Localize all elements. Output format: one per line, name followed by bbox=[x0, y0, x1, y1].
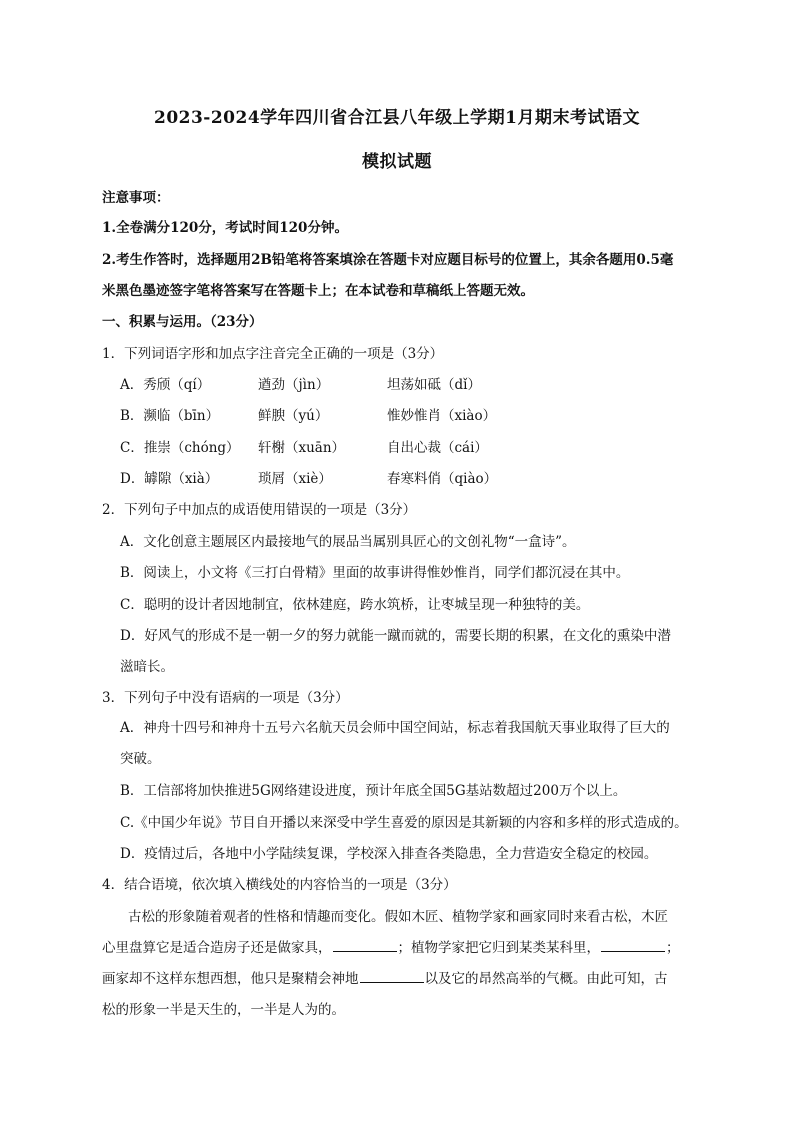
q4-passage-line2 bbox=[102, 936, 680, 956]
q2-option-d-line2: 滋暗长。 bbox=[120, 659, 174, 675]
fill-blank-3[interactable] bbox=[360, 970, 424, 983]
section-heading: 一、积累与运用。（23分） bbox=[102, 314, 263, 330]
question-4-stem: 4．结合语境，依次填入横线处的内容恰当的一项是（3分） bbox=[102, 877, 457, 893]
q1-option-a-3: 坦荡如砥（dǐ） bbox=[387, 377, 481, 393]
q1-option-b-2: 鲜腴（yú） bbox=[258, 408, 329, 424]
notice-item-2-line2: 米黑色墨迹签字笔将答案写在答题卡上；在本试卷和草稿纸上答题无效。 bbox=[102, 283, 534, 299]
question-2-stem: 2．下列句子中加点的成语使用错误的一项是（3分） bbox=[102, 502, 417, 518]
notice-heading: 注意事项： bbox=[102, 190, 170, 206]
q1-option-c-1: C．推崇（chóng） bbox=[120, 440, 240, 456]
q3-option-d: D．疫情过后，各地中小学陆续复课，学校深入排查各类隐患，全力营造安全稳定的校园。 bbox=[120, 846, 658, 862]
q4-passage-line4: 松的形象一半是天生的，一半是人为的。 bbox=[102, 1002, 345, 1018]
q1-option-d-2: 琐屑（xiè） bbox=[258, 471, 332, 487]
q4-passage-line3-part2: 以及它的昂然高举的气概。由此可知，古 bbox=[424, 971, 668, 987]
q2-option-b: B．阅读上，小文将《三打白骨精》里面的故事讲得惟妙惟肖，同学们都沉浸在其中。 bbox=[120, 565, 630, 581]
page-subtitle: 模拟试题 bbox=[362, 152, 432, 172]
q2-option-a: A．文化创意主题展区内最接地气的展品当属别具匠心的文创礼物“一盒诗”。 bbox=[120, 534, 576, 550]
q3-option-a-line2: 突破。 bbox=[120, 751, 161, 767]
q4-passage-line3 bbox=[102, 967, 668, 987]
q1-option-a-1: A．秀颀（qí） bbox=[120, 377, 211, 393]
q3-option-c: C.《中国少年说》节目自开播以来深受中学生喜爱的原因是其新颖的内容和多样的形式造成的。 bbox=[120, 815, 688, 831]
q1-option-c-3: 自出心裁（cái） bbox=[387, 440, 488, 456]
q4-passage-line2-part1: 心里盘算它是适合造房子还是做家具， bbox=[102, 940, 332, 956]
q1-option-b-3: 惟妙惟肖（xiào） bbox=[387, 408, 497, 424]
q1-option-d-1: D．罅隙（xià） bbox=[120, 471, 219, 487]
notice-item-2-line1: 2.考生作答时，选择题用2B铅笔将答案填涂在答题卡对应题目标号的位置上，其余各题用0.5毫 bbox=[102, 252, 674, 268]
q2-option-c: C．聪明的设计者因地制宜，依林建庭，跨水筑桥，让枣城呈现一种独特的美。 bbox=[120, 597, 590, 613]
q2-option-d-line1: D．好风气的形成不是一朝一夕的努力就能一蹴而就的，需要长期的积累，在文化的熏染中潜 bbox=[120, 628, 671, 644]
q1-option-a-2: 遒劲（jìn） bbox=[258, 377, 330, 393]
notice-item-1: 1.全卷满分120分，考试时间120分钟。 bbox=[102, 220, 348, 236]
q4-passage-line3-part1: 画家却不这样东想西想，他只是聚精会神地 bbox=[102, 971, 359, 987]
q4-passage-line1: 古松的形象随着观者的性格和情趣而变化。假如木匠、植物学家和画家同时来看古松，木匠 bbox=[128, 909, 668, 925]
q3-option-a-line1: A．神舟十四号和神舟十五号六名航天员会师中国空间站，标志着我国航天事业取得了巨大的 bbox=[120, 720, 670, 736]
q1-option-c-2: 轩榭（xuān） bbox=[258, 440, 346, 456]
question-1-stem: 1．下列词语字形和加点字注音完全正确的一项是（3分） bbox=[102, 346, 444, 362]
q1-option-d-3: 春寒料俏（qiào） bbox=[387, 471, 498, 487]
question-3-stem: 3．下列句子中没有语病的一项是（3分） bbox=[102, 690, 349, 706]
q4-passage-line2-part2: ；植物学家把它归到某类某科里， bbox=[397, 940, 600, 956]
q4-passage-line2-part3: ； bbox=[666, 940, 680, 956]
fill-blank-2[interactable] bbox=[601, 939, 665, 952]
q1-option-b-1: B．濒临（bīn） bbox=[120, 408, 220, 424]
q3-option-b: B．工信部将加快推进5G网络建设进度，预计年底全国5G基站数超过200万个以上。 bbox=[120, 783, 627, 799]
fill-blank-1[interactable] bbox=[333, 939, 397, 952]
page-title: 2023-2024学年四川省合江县八年级上学期1月期末考试语文 bbox=[153, 108, 640, 128]
